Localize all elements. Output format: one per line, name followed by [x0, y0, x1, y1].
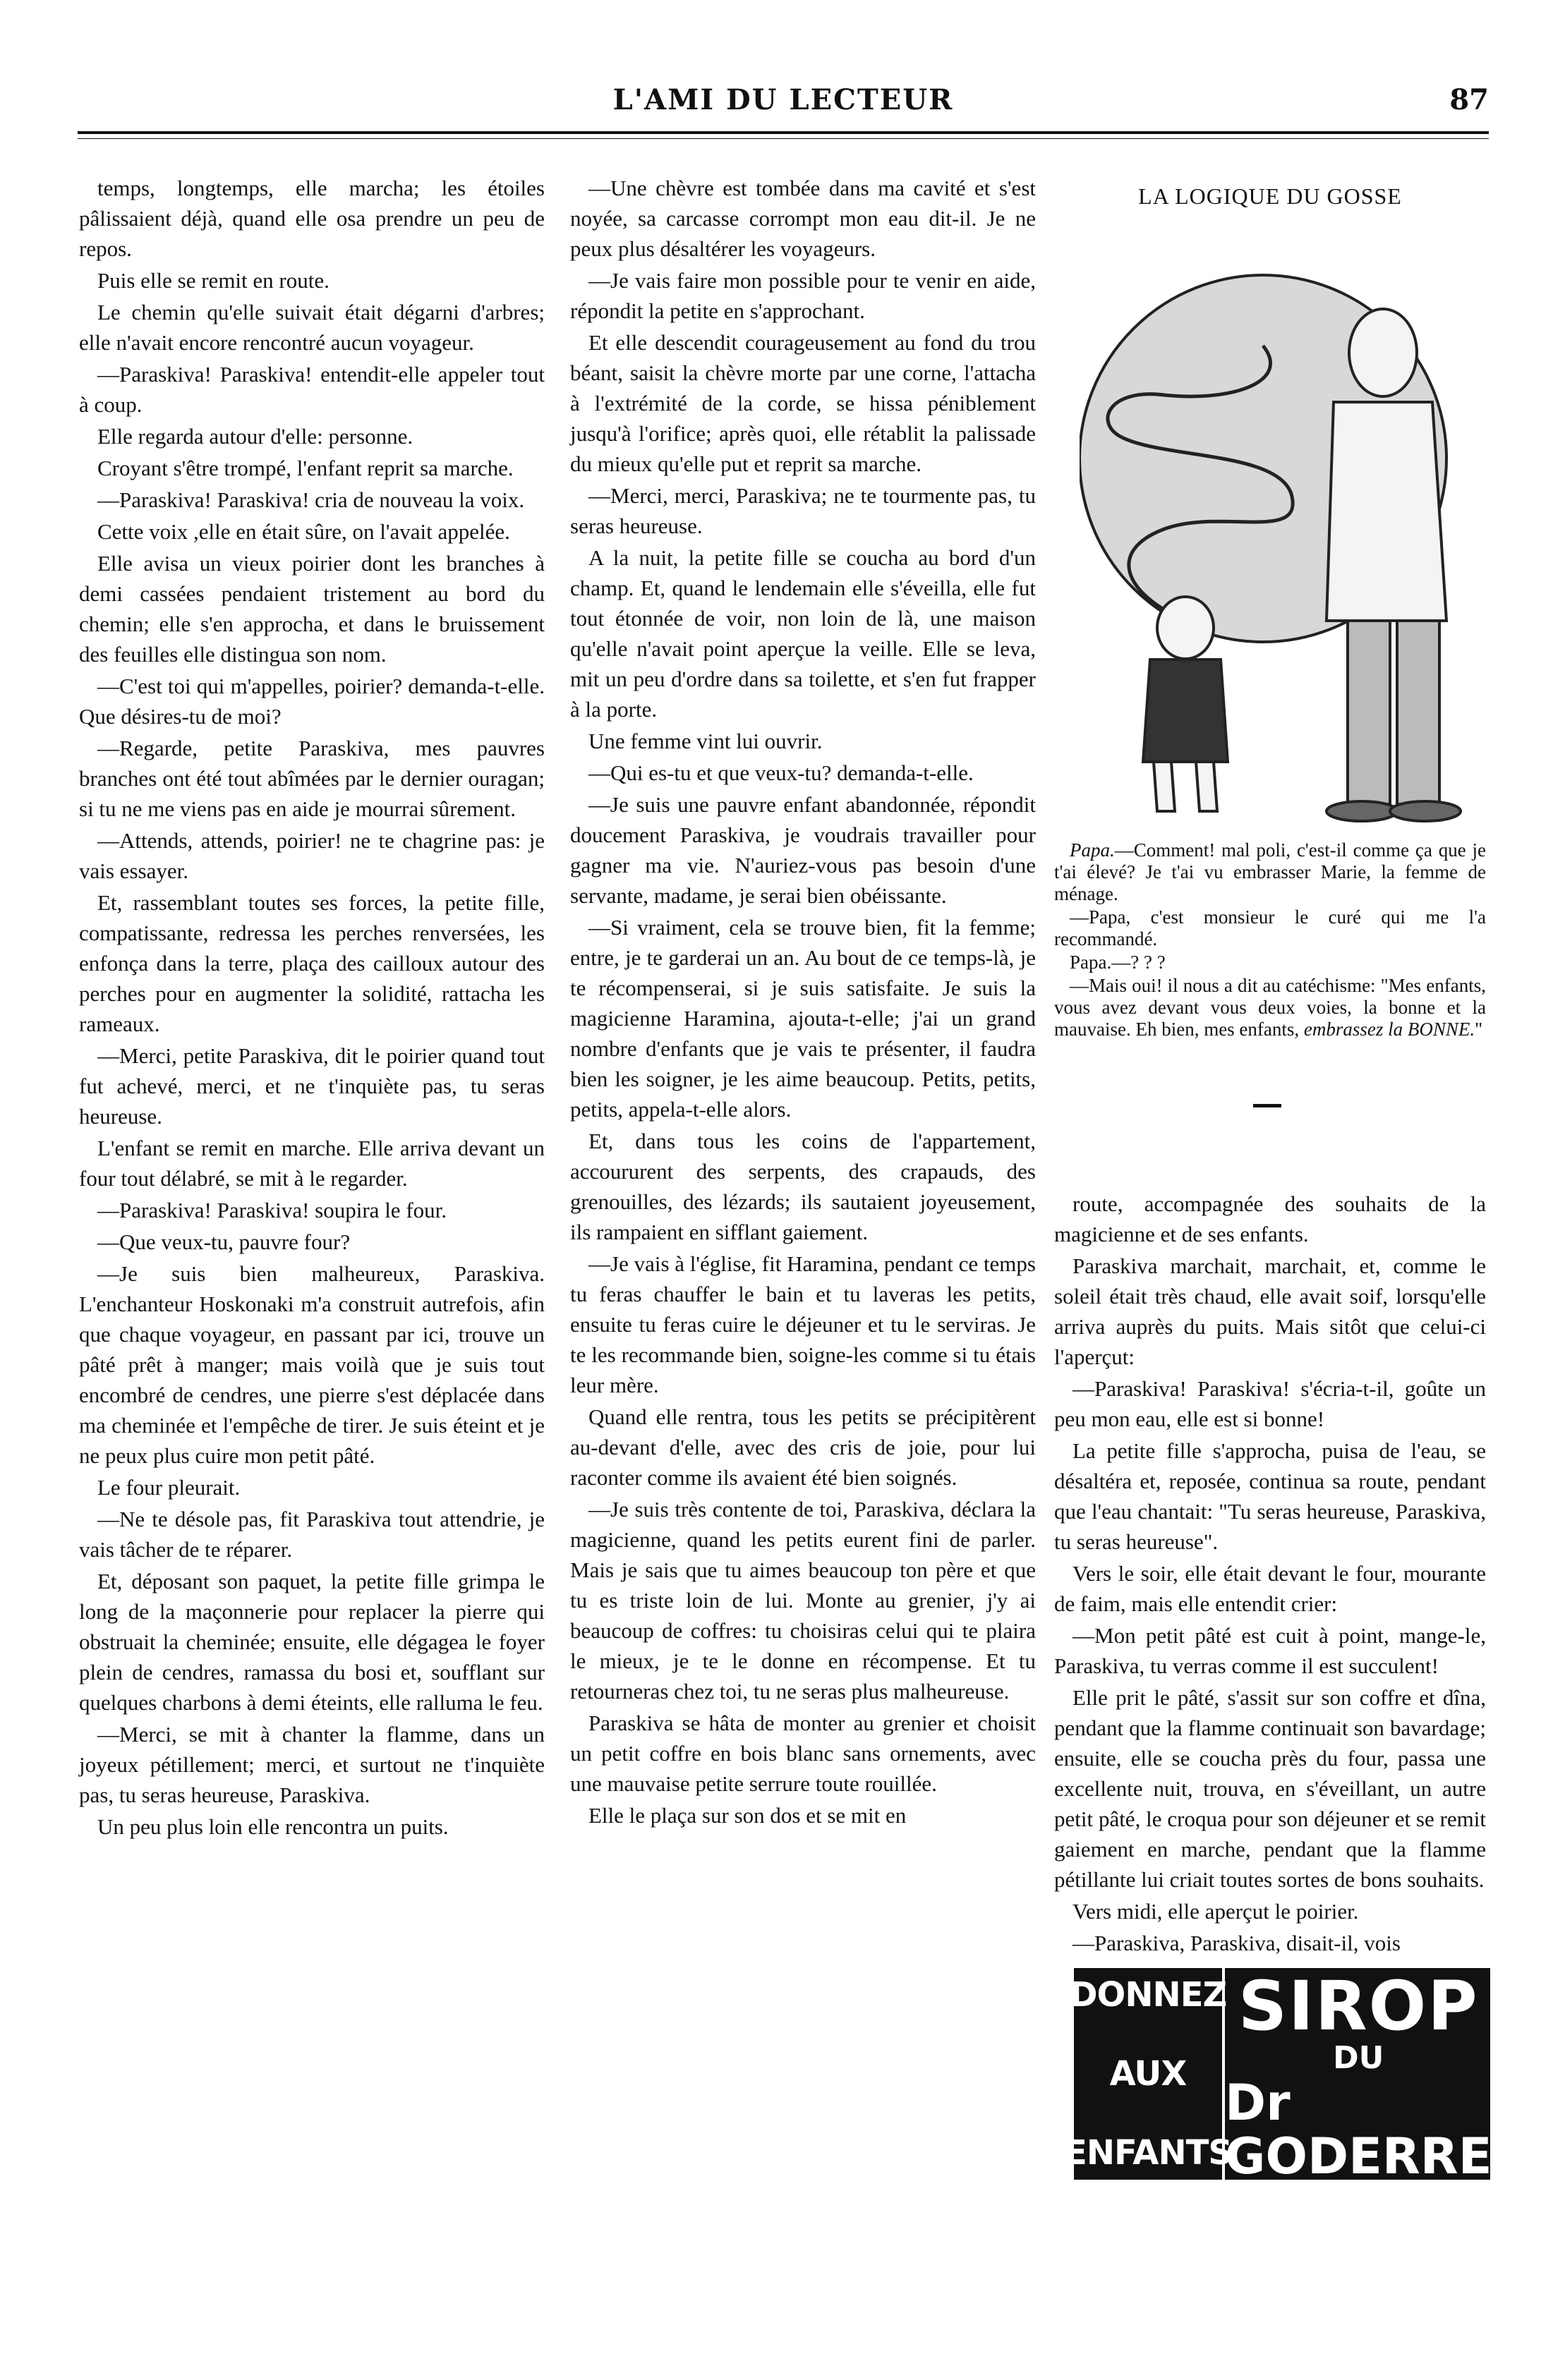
paragraph: temps, longtemps, elle marcha; les étoiles pâlissaient déjà, quand elle osa prendre un peu de repos.: [79, 176, 545, 261]
paragraph: —Paraskiva! Paraskiva! entendit-elle appeler tout à coup.: [79, 362, 545, 417]
paragraph: L'enfant se remit en marche. Elle arriva devant un four tout délabré, se mit à le regarder.: [79, 1136, 545, 1191]
paragraph: Croyant s'être trompé, l'enfant reprit sa marche.: [97, 456, 514, 480]
paragraph: Une femme vint lui ouvrir.: [588, 729, 823, 753]
paragraph: —Paraskiva! Paraskiva! soupira le four.: [97, 1198, 447, 1222]
paragraph: —Paraskiva! Paraskiva! cria de nouveau la voix.: [97, 487, 525, 512]
paragraph: —Paraskiva! Paraskiva! s'écria-t-il, goûte un peu mon eau, elle est si bonne!: [1054, 1376, 1486, 1431]
paragraph: —Attends, attends, poirier! ne te chagrine pas: je vais essayer.: [79, 828, 545, 883]
column-1: [79, 173, 545, 1843]
caption-line: —Mais oui! il nous a dit au catéchisme: "Mes enfants, vous avez devant vous deux voies, la bonne et la mauvaise. Eh bien, mes enfants, embrassez la BONNE.": [1054, 975, 1486, 1040]
caption-line: Papa.—Comment! mal poli, c'est-il comme ça que je t'ai élevé? Je t'ai vu embrasser Marie, la femme de ménage.: [1054, 839, 1486, 904]
journal-title: L'AMI DU LECTEUR: [612, 83, 954, 116]
paragraph: Le four pleurait.: [97, 1475, 241, 1500]
caption-line: Papa.—? ? ?: [1070, 952, 1166, 973]
illustration-caption: [1054, 839, 1486, 1042]
paragraph: —Je suis très contente de toi, Paraskiva, déclara la magicienne, quand les petits eurent fini de parler. Mais je sais que tu aimes beaucoup ton père et que tu es triste loin de lui. Monte au grenier, j'y ai beaucoup de coffres: tu choisiras celui qui te plaira le mieux, je te le donne en récompense. Et tu retourneras chez toi, tu ne seras plus malheureuse.: [570, 1497, 1036, 1704]
paragraph: Elle avisa un vieux poirier dont les branches à demi cassées pendaient tristement au bord du chemin; elle s'en approcha, et dans le bruissement des feuilles elle distingua son nom.: [79, 551, 545, 667]
paragraph: A la nuit, la petite fille se coucha au bord d'un champ. Et, quand le lendemain elle s'éveilla, elle fut tout étonnée de voir, non loin de là, une maison qu'elle n'avait point aperçue la veille. Elle se leva, mit un peu d'ordre dans sa toilette, et s'en fut frapper à la porte.: [570, 545, 1036, 722]
paragraph: —Mon petit pâté est cuit à point, mange-le, Paraskiva, tu verras comme il est succulent!: [1054, 1623, 1486, 1678]
paragraph: —Je suis une pauvre enfant abandonnée, répondit doucement Paraskiva, je voudrais travailler pour gagner ma vie. N'auriez-vous pas besoin d'une servante, madame, je serai bien obéissante.: [570, 792, 1036, 908]
cartoon-illustration: [1080, 226, 1475, 829]
page-header: [78, 83, 1489, 126]
ad-brand: SIROP: [1238, 1967, 1479, 2046]
paragraph: Elle le plaça sur son dos et se mit en: [588, 1803, 907, 1828]
paragraph: Et, rassemblant toutes ses forces, la petite fille, compatissante, redressa les perches renversées, les enfonça dans la terre, plaça des cailloux autour des perches pour en augmenter la solidité, rattacha les rameaux.: [79, 890, 545, 1036]
paragraph: —Regarde, petite Paraskiva, mes pauvres branches ont été tout abîmées par le dernier ouragan; si tu ne me viens pas en aide je mourrai sûrement.: [79, 736, 545, 821]
paragraph: —Je vais faire mon possible pour te venir en aide, répondit la petite en s'approchant.: [570, 268, 1036, 323]
page-number: 87: [1449, 83, 1489, 116]
paragraph: —Je vais à l'église, fit Haramina, pendant ce temps tu feras chauffer le bain et tu laveras les petits, ensuite tu feras cuire le déjeuner et tu le serviras. Je te les recommande bien, soigne-les comme si tu étais leur mère.: [570, 1251, 1036, 1397]
paragraph: Paraskiva marchait, marchait, et, comme le soleil était très chaud, elle avait soif, lorsqu'elle arriva auprès du puits. Mais sitôt que celui-ci l'aperçut:: [1054, 1253, 1486, 1369]
paragraph: —C'est toi qui m'appelles, poirier? demanda-t-elle. Que désires-tu de moi?: [79, 674, 545, 729]
column-3: [1054, 1189, 1486, 1960]
paragraph: —Je suis bien malheureux, Paraskiva. L'enchanteur Hoskonaki m'a construit autrefois, afin que chaque voyageur, en passant par ici, trouve un pâté prêt à manger; mais voilà que je suis tout encombré de cendres, une pierre s'est déplacée dans ma cheminée et l'empêche de tirer. Je suis éteint et je ne peux plus cuire mon petit pâté.: [79, 1261, 545, 1468]
paragraph: route, accompagnée des souhaits de la magicienne et de ses enfants.: [1054, 1191, 1486, 1246]
ad-name: Dr GODERRE: [1225, 2074, 1492, 2185]
ad-right-panel: [1225, 1967, 1492, 2185]
paragraph: —Qui es-tu et que veux-tu? demanda-t-elle.: [588, 760, 974, 785]
paragraph: —Que veux-tu, pauvre four?: [97, 1230, 351, 1254]
ad-line: ENFANTS: [1064, 2133, 1232, 2173]
paragraph: —Merci, se mit à chanter la flamme, dans un joyeux pétillement; merci, et surtout ne t'inquiète pas, tu seras heureuse, Paraskiva.: [79, 1722, 545, 1807]
paragraph: Et, déposant son paquet, la petite fille grimpa le long de la maçonnerie pour replacer la pierre qui obstruait la cheminée; ensuite, elle dégagea le foyer plein de cendres, ramassa du bosi et, soufflant sur quelques charbons à demi éteints, elle ralluma le feu.: [79, 1569, 545, 1715]
paragraph: Paraskiva se hâta de monter au grenier et choisit un petit coffre en bois blanc sans ornements, avec une mauvaise petite serrure toute rouillée.: [570, 1711, 1036, 1796]
paragraph: Vers midi, elle aperçut le poirier.: [1072, 1899, 1359, 1924]
paragraph: Puis elle se remit en route.: [97, 268, 330, 293]
advertisement: [1064, 1967, 1492, 2185]
header-rule-thin: [78, 138, 1489, 139]
section-separator: [1253, 1104, 1281, 1107]
paragraph: Quand elle rentra, tous les petits se précipitèrent au-devant d'elle, avec des cris de joie, pour lui raconter comme ils avaient été bien soignés.: [570, 1404, 1036, 1490]
ad-left-panel: [1064, 1968, 1232, 2180]
paragraph: —Merci, merci, Paraskiva; ne te tourmente pas, tu seras heureuse.: [570, 483, 1036, 538]
ad-line: DONNEZ: [1069, 1975, 1227, 2015]
paragraph: —Merci, petite Paraskiva, dit le poirier quand tout fut achevé, merci, et ne t'inquiète pas, tu seras heureuse.: [79, 1043, 545, 1129]
caption-line: —Papa, c'est monsieur le curé qui me l'a recommandé.: [1054, 906, 1486, 949]
paragraph: —Une chèvre est tombée dans ma cavité et s'est noyée, sa carcasse corrompt mon eau dit-il. Je ne peux plus désaltérer les voyageurs.: [570, 176, 1036, 261]
paragraph: Elle prit le pâté, s'assit sur son coffre et dîna, pendant que la flamme continuait son bavardage; ensuite, elle se coucha près du four, passa une excellente nuit, trouva, en s'éveillant, un autre petit pâté, le croqua pour son déjeuner et se remit gaiement en marche, pendant que la flamme pétillante lui criait toutes sortes de bons souhaits.: [1054, 1685, 1486, 1892]
column-2: [570, 173, 1036, 1832]
paragraph: —Paraskiva, Paraskiva, disait-il, vois: [1072, 1931, 1401, 1955]
paragraph: Cette voix ,elle en était sûre, on l'avait appelée.: [97, 519, 510, 544]
ad-du: DU: [1333, 2040, 1384, 2076]
ad-line: AUX: [1109, 2054, 1187, 2094]
paragraph: Et, dans tous les coins de l'appartement, accoururent des serpents, des crapauds, des grenouilles, des lézards; ils sautaient joyeusement, ils rampaient en sifflant gaiement.: [570, 1129, 1036, 1244]
paragraph: —Ne te désole pas, fit Paraskiva tout attendrie, je vais tâcher de te réparer.: [79, 1507, 545, 1562]
paragraph: Le chemin qu'elle suivait était dégarni d'arbres; elle n'avait encore rencontré aucun voyageur.: [79, 300, 545, 355]
paragraph: La petite fille s'approcha, puisa de l'eau, se désaltéra et, reposée, continua sa route, pendant que l'eau chantait: "Tu seras heureuse, Paraskiva, tu seras heureuse".: [1054, 1438, 1486, 1554]
paragraph: Elle regarda autour d'elle: personne.: [97, 424, 413, 449]
paragraph: Et elle descendit courageusement au fond du trou béant, saisit la chèvre morte par une corne, l'attacha à l'extrémité de la corde, se hissa péniblement jusqu'à l'orifice; après quoi, elle rétablit la palissade du mieux qu'elle put et reprit sa marche.: [570, 330, 1036, 476]
illustration-title: LA LOGIQUE DU GOSSE: [1138, 183, 1402, 209]
paragraph: Un peu plus loin elle rencontra un puits.: [97, 1814, 449, 1839]
header-rule: [78, 131, 1489, 134]
paragraph: —Si vraiment, cela se trouve bien, fit la femme; entre, je te garderai un an. Au bout de ce temps-là, je te récompenserai, si je suis satisfaite. Je suis la magicienne Haramina, ajouta-t-elle; j'ai un grand nombre d'enfants que je vais te présenter, il faudra bien les soigner, je les aime beaucoup. Petits, petits, petits, appela-t-elle alors.: [570, 915, 1036, 1122]
paragraph: Vers le soir, elle était devant le four, mourante de faim, mais elle entendit crier:: [1054, 1561, 1486, 1616]
